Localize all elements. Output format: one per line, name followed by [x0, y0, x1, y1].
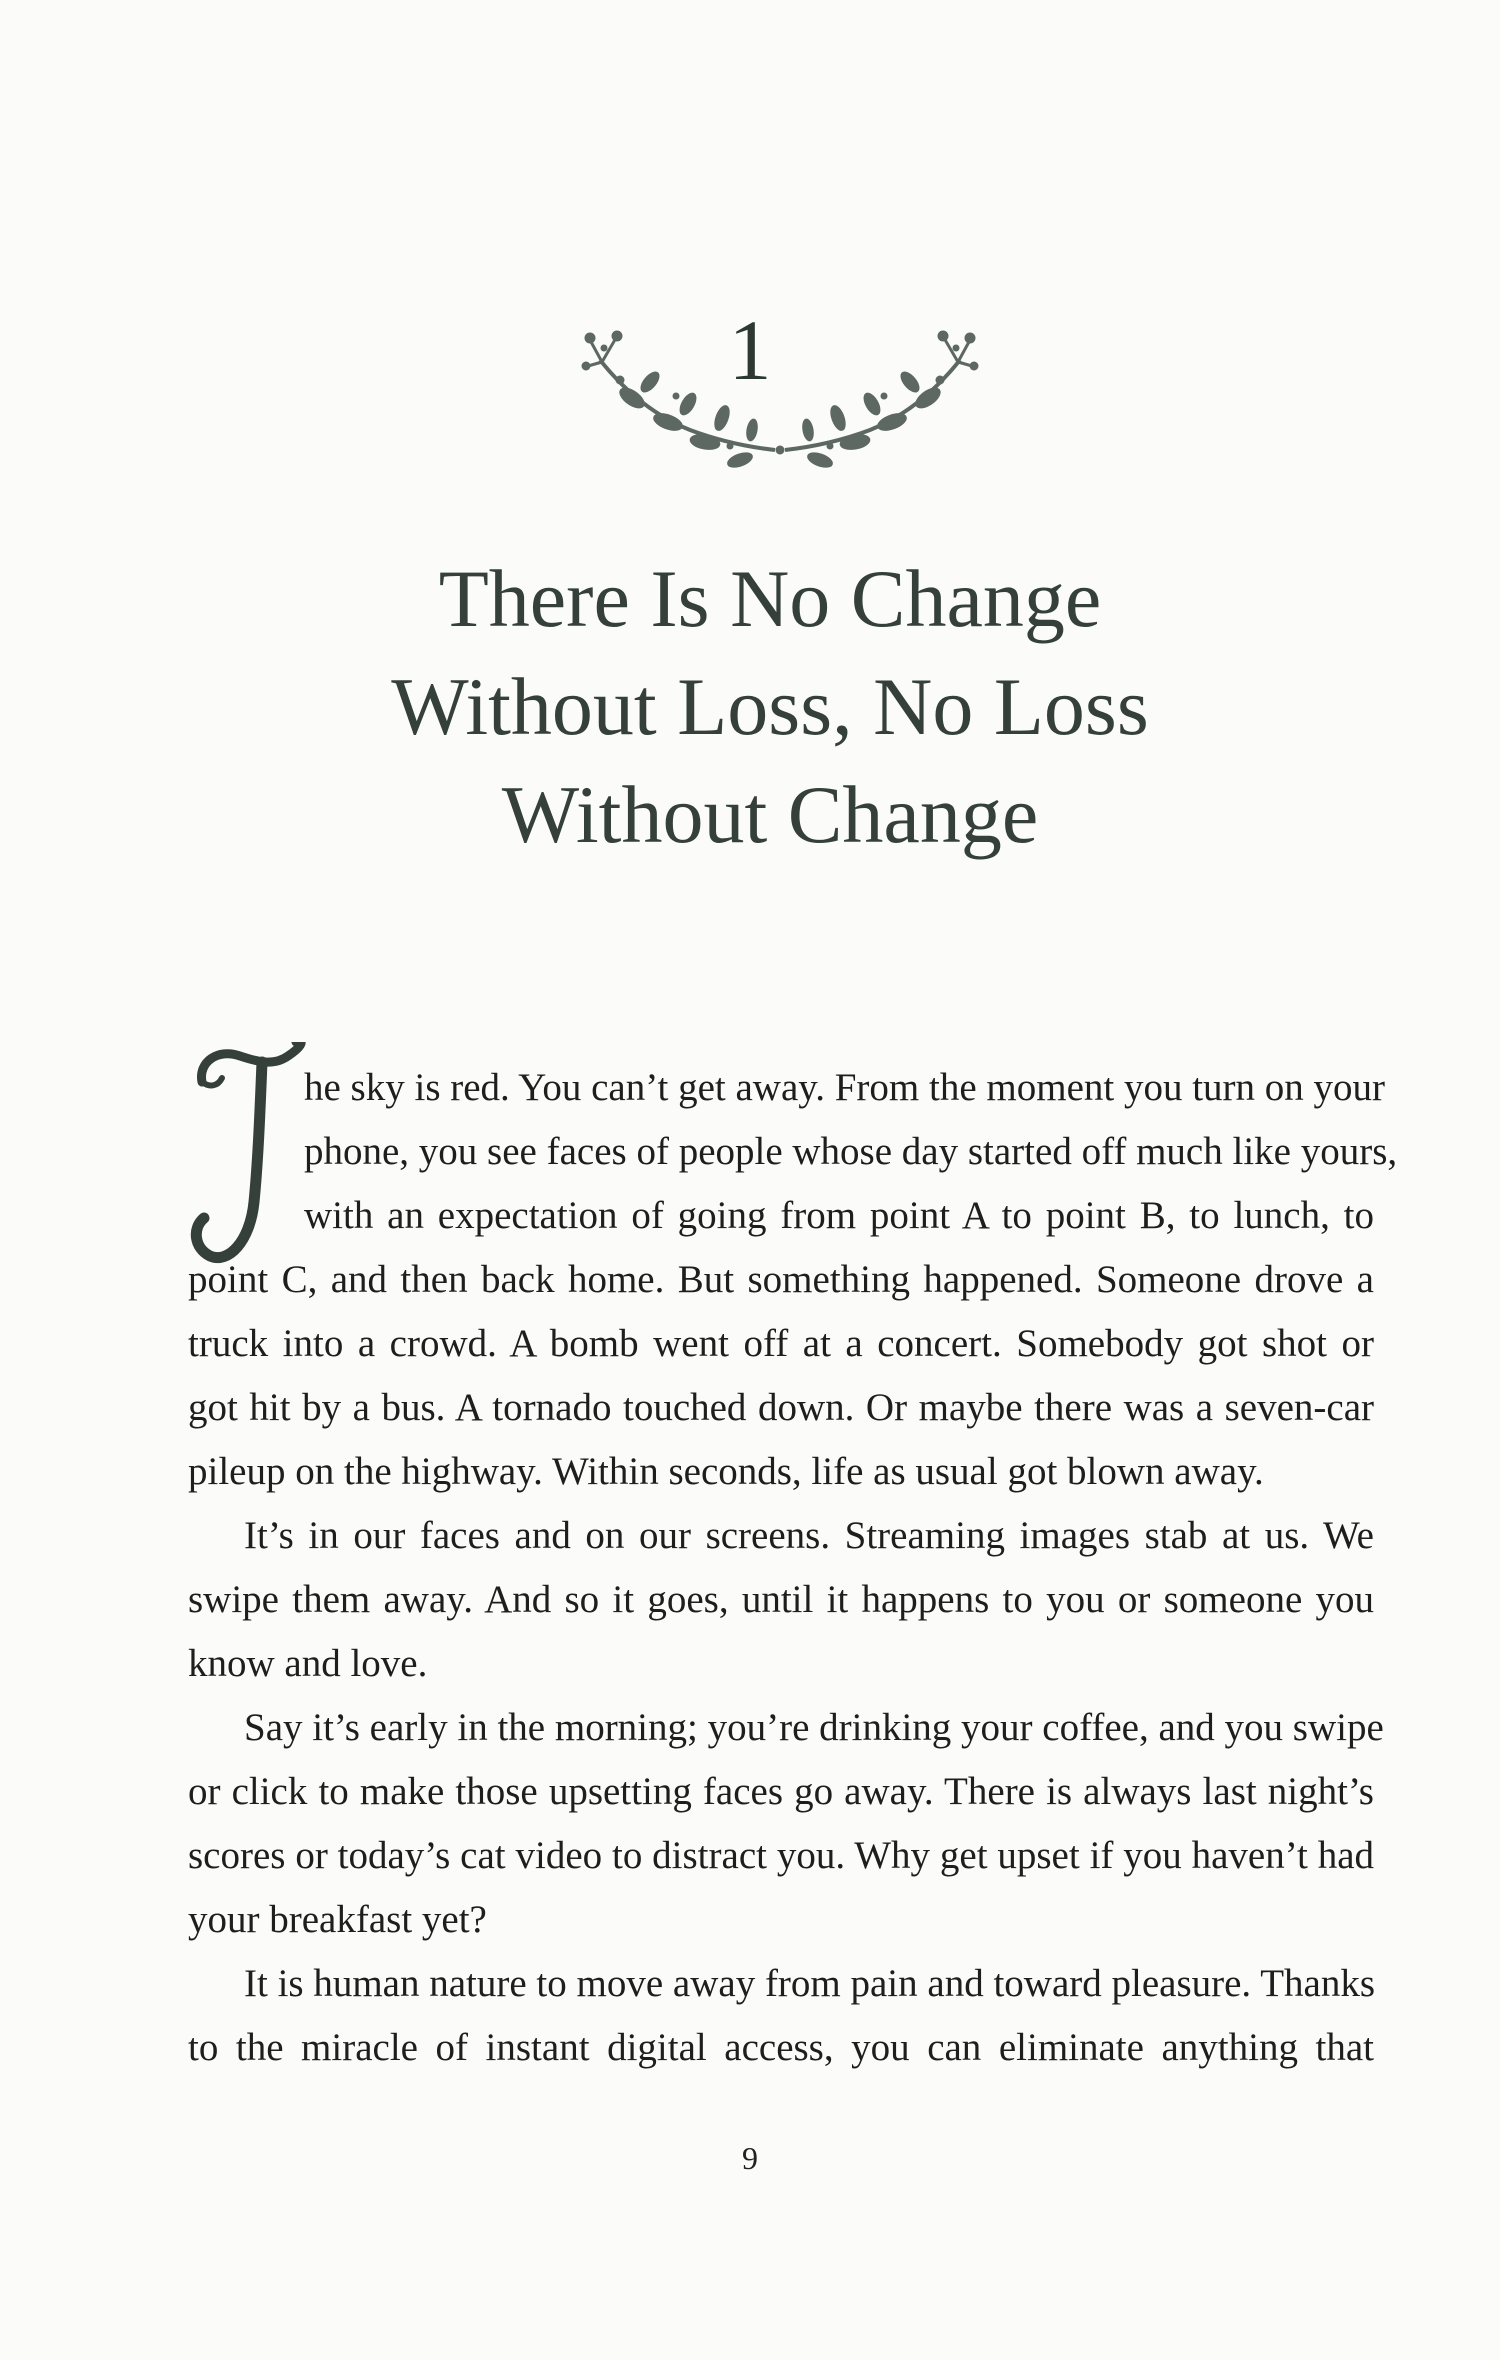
text-line: he sky is red. You can’t get away. From the moment you turn on your	[304, 1066, 1386, 1109]
text-line: or click to make those upsetting faces go away. There is always last night’s	[188, 1770, 1374, 1813]
chapter-body	[188, 1056, 1398, 2080]
text-line: your breakfast yet?	[188, 1898, 487, 1941]
chapter-title	[250, 545, 1290, 869]
text-line: got hit by a bus. A tornado touched down. Or maybe there was a seven-car	[188, 1386, 1374, 1429]
text-line: It’s in our faces and on our screens. Streaming images stab at us. We	[244, 1514, 1374, 1557]
text-line: phone, you see faces of people whose day started off much like yours,	[304, 1130, 1398, 1173]
text-line: know and love.	[188, 1642, 428, 1685]
text-line: pileup on the highway. Within seconds, life as usual got blown away.	[188, 1450, 1264, 1493]
text-line: It is human nature to move away from pain and toward pleasure. Thanks	[244, 1962, 1376, 2005]
text-line: swipe them away. And so it goes, until it happens to you or someone you	[188, 1578, 1374, 1621]
text-line: truck into a crowd. A bomb went off at a concert. Somebody got shot or	[188, 1322, 1374, 1365]
drop-cap-t	[188, 1042, 308, 1272]
chapter-title-line: Without Loss, No Loss	[391, 661, 1149, 752]
chapter-number: 1	[728, 302, 772, 398]
text-line: to the miracle of instant digital access, you can eliminate anything that	[188, 2026, 1374, 2069]
text-line: with an expectation of going from point A to point B, to lunch, to	[304, 1194, 1374, 1237]
chapter-title-line: Without Change	[501, 769, 1039, 860]
text-line: scores or today’s cat video to distract you. Why get upset if you haven’t had	[188, 1834, 1374, 1877]
chapter-title-line: There Is No Change	[438, 553, 1102, 644]
text-line: Say it’s early in the morning; you’re drinking your coffee, and you swipe	[244, 1706, 1384, 1749]
text-line: point C, and then back home. But something happened. Someone drove a	[188, 1258, 1374, 1301]
page-number: 9	[742, 2140, 758, 2176]
